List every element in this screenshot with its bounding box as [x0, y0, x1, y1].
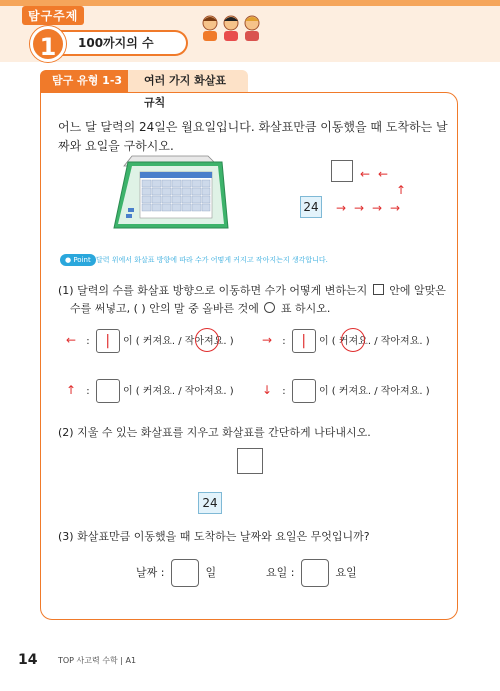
q1-text-d: 표 하시오. [280, 302, 331, 315]
type-title: 여러 가지 화살표 규칙 [128, 70, 248, 92]
day-answer [266, 558, 357, 588]
q1-text-c: 수를 써넣고, ( ) 안의 말 중 올바른 것에 [70, 302, 259, 315]
calendar-illustration-icon [110, 152, 232, 234]
q1-text-a: (1) 달력의 수를 화살표 방향으로 이동하면 수가 어떻게 변하는지 [58, 284, 368, 297]
right-arrow-icon: → [336, 201, 347, 215]
book-title: TOP 사고력 수학 | A1 [58, 656, 137, 665]
right-arrow-icon: → [372, 201, 383, 215]
circle-mark-icon [264, 302, 275, 313]
q1-text-b: 안에 알맞은 [389, 284, 446, 297]
day-input-box[interactable] [301, 559, 329, 587]
point-hint: 달력 위에서 화살표 방향에 따라 수가 어떻게 커지고 작아지는지 생각합니다. [96, 256, 328, 264]
date-unit: 일 [205, 566, 217, 579]
circle-mark-icon [341, 328, 365, 352]
down-arrow-icon: ↓ [261, 383, 273, 397]
date-label: 날짜 : [136, 566, 165, 579]
left-arrow-icon: ← [65, 333, 77, 347]
q1-row-up [62, 378, 234, 404]
q2-target-box[interactable] [237, 448, 263, 474]
q1-row-down [258, 378, 430, 404]
type-label: 탐구 유형 1-3 [40, 70, 134, 92]
unit-title: 100까지의 수 [56, 30, 188, 56]
date-answer [136, 558, 216, 588]
colon: : [282, 336, 286, 347]
q2-start-number: 24 [198, 492, 222, 514]
colon: : [86, 386, 90, 397]
date-input-box[interactable] [171, 559, 199, 587]
target-box[interactable] [331, 160, 353, 182]
point-badge: ● Point [60, 254, 96, 266]
blank-box-icon [373, 284, 384, 295]
up-arrow-icon: ↑ [396, 183, 407, 197]
answer-box-left[interactable]: | [96, 329, 120, 353]
start-number-cell: 24 [300, 196, 322, 218]
colon: : [282, 386, 286, 397]
up-arrow-icon: ↑ [65, 383, 77, 397]
answer-box-down[interactable] [292, 379, 316, 403]
colon: : [86, 336, 90, 347]
question-2-text: (2) 지울 수 있는 화살표를 지우고 화살표를 간단하게 나타내시오. [58, 426, 371, 439]
circle-mark-icon [195, 328, 219, 352]
day-unit: 요일 [335, 566, 357, 579]
topic-tag: 탐구주제 [22, 6, 84, 25]
day-label: 요일 : [266, 566, 295, 579]
choice-text[interactable]: 이 ( 커져요. / 작아져요. ) [318, 386, 430, 397]
choice-text[interactable]: 이 ( 커져요. / 작아져요. ) [122, 336, 234, 347]
left-arrow-icon: ← [378, 167, 389, 181]
choice-text[interactable]: 이 ( 커져요. / 작아져요. ) [122, 386, 234, 397]
question-3-text: (3) 화살표만큼 이동했을 때 도착하는 날짜와 요일은 무엇입니까? [58, 530, 370, 543]
answer-box-right[interactable]: | [292, 329, 316, 353]
problem-text: 어느 달 달력의 24일은 월요일입니다. 화살표만큼 이동했을 때 도착하는 날짜와 요일을 구하시오. [58, 120, 448, 153]
unit-number: 1 [30, 26, 66, 62]
page-number: 14 [18, 652, 38, 668]
right-arrow-icon: → [390, 201, 401, 215]
mascot-characters-icon [200, 12, 264, 46]
question-1-text [58, 282, 448, 318]
right-arrow-icon: → [354, 201, 365, 215]
right-arrow-icon: → [261, 333, 273, 347]
left-arrow-icon: ← [360, 167, 371, 181]
answer-box-up[interactable] [96, 379, 120, 403]
choice-text[interactable]: 이 ( 커져요. / 작아져요. ) [318, 336, 430, 347]
